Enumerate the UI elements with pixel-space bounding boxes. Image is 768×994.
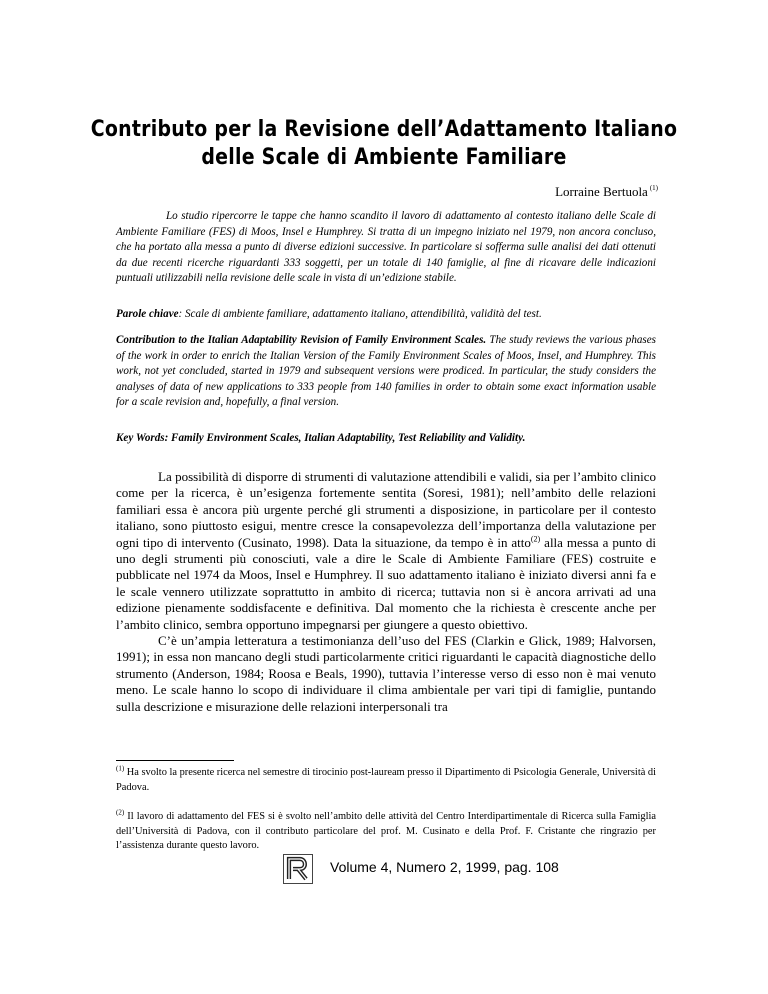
keywords-italian-text: : Scale di ambiente familiare, adattamento italiano, attendibilità, validità del test.: [178, 308, 542, 320]
body-paragraph-2: C’è un’ampia letteratura a testimonianza dell’uso del FES (Clarkin e Glick, 1989; Halvorsen, 1991); in essa non mancano degli studi particolarmente critici riguardanti le capacità diagnostiche dello strumento (Anderson, 1984; Roosa e Beals, 1990), tuttavia l’interesse verso di esso non è mai venuto meno. Le scale hanno lo scopo di individuare il clima ambientale per vari tipi di famiglie, puntando sulla descrizione e misurazione delle relazioni interpersonali tra: [116, 633, 656, 714]
abstract-english: [116, 333, 656, 411]
keywords-italian-label: Parole chiave: [116, 308, 179, 320]
paper-title-line-2: delle Scale di Ambiente Familiare: [201, 145, 567, 170]
footnote-ref-2: (2): [530, 534, 541, 544]
footnote-1-ref: (1): [116, 764, 125, 773]
footnote-1-text: Ha svolto la presente ricerca nel semestre di tirocinio post-lauream presso il Dipartimento di Psicologia Generale, Università di Padova.: [116, 767, 656, 793]
body-paragraph-1: [116, 469, 656, 633]
author-note-ref: (1): [649, 184, 658, 192]
keywords-italian: [116, 307, 656, 323]
journal-citation: Volume 4, Numero 2, 1999, pag. 108: [330, 859, 559, 875]
body-paragraph-1-part-b: alla messa a punto di uno degli strumenti più conosciuti, vale a dire le Scale di Ambiente Familiare (FES) costruite e pubblicate nel 1974 da Moos, Insel e Humphrey. Il suo adattamento italiano è iniziato diversi anni fa e le scale vennero utilizzate soprattutto in ambito di ricerca; tuttavia non si è ancora arrivati ad una edizione pienamente soddisfacente e definitiva. Dal momento che la richiesta è crescente anche per l’ambito clinico, sembra opportuno impegnarsi per giungere a questo obiettivo.: [116, 534, 656, 632]
author: [555, 184, 658, 200]
keywords-english-label: Key Words: [116, 432, 165, 444]
paper-title-line-1: Contributo per la Revisione dell’Adattamento Italiano: [90, 117, 678, 142]
footnote-2-ref: (2): [116, 808, 125, 817]
keywords-english: [116, 431, 656, 447]
journal-r-logo-icon: [283, 854, 313, 884]
abstract-english-text: The study reviews the various phases of the work in order to enrich the Italian Version of the Family Environment Scales of Moos, Insel, and Humphrey. This work, not yet concluded, started in 1979 and subsequent versions were prodiced. In particular, the study considers the analyses of data of new applications to 333 people from 140 families in order to obtain some exact information usable for a scale revision and, hopefully, a final version.: [116, 334, 656, 408]
body-text: [116, 469, 656, 715]
footnote-2-text: Il lavoro di adattamento del FES si è svolto nell’ambito delle attività del Centro Interdipartimentale di Ricerca sulla Famiglia dell’Università di Padova, con il contributo particolare del prof. M. Cusinato e della Prof. F. Cristante che ringrazio per l’assistenza durante questo lavoro.: [116, 811, 656, 851]
footnote-divider: [116, 760, 234, 761]
abstract-english-title: Contribution to the Italian Adaptability Revision of Family Environment Scales.: [116, 334, 487, 346]
body-paragraph-1-part-a: La possibilità di disporre di strumenti di valutazione attendibili e validi, sia per l’ambito clinico come per la ricerca, è un’esigenza fortemente sentita (Soresi, 1981); nell’ambito delle relazioni familiari essa è ancora più urgente perché gli strumenti a disposizione, in particolare per il contesto italiano, sono piuttosto esigui, mentre cresce la consapevolezza dell’importanza della valutazione per ogni tipo di intervento (Cusinato, 1998). Data la situazione, da tempo è in atto: [116, 469, 656, 550]
keywords-english-text: : Family Environment Scales, Italian Adaptability, Test Reliability and Validity.: [164, 432, 526, 444]
footnote-2: [116, 810, 656, 854]
abstract-italian: Lo studio ripercorre le tappe che hanno scandito il lavoro di adattamento al contesto italiano delle Scale di Ambiente Familiare (FES) di Moos, Insel e Humphrey. Si tratta di un impegno iniziato nel 1979, non ancora concluso, che ha portato alla messa a punto di diverse edizioni successive. In particolare si sofferma sulle analisi dei dati ottenuti da due recenti ricerche riguardanti 333 soggetti, per un totale di 140 famiglie, al fine di ricavare delle indicazioni puntuali utilizzabili nella revisione delle scale in vista di un’edizione stabile.: [116, 210, 656, 284]
footnote-1: [116, 766, 656, 795]
author-name: Lorraine Bertuola: [555, 184, 648, 199]
